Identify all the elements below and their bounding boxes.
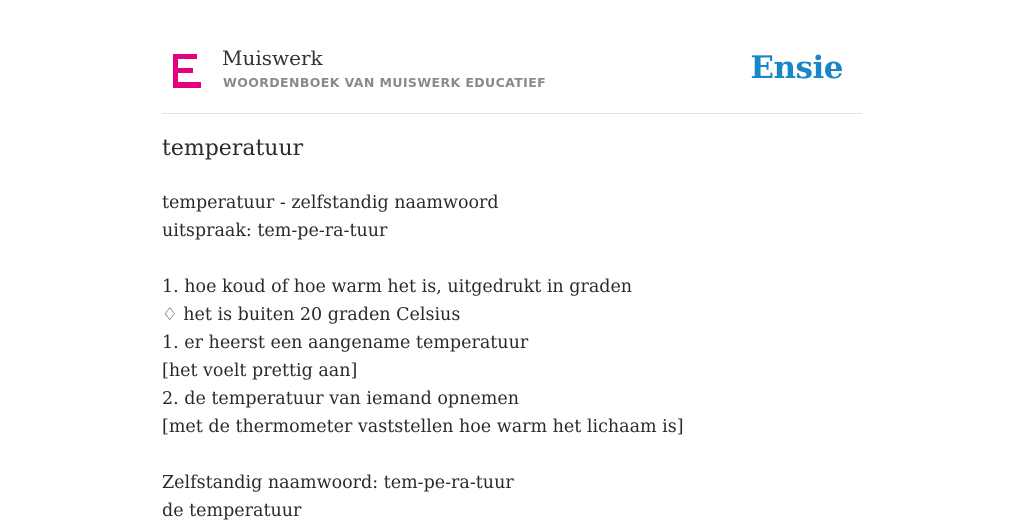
brand-subtitle: WOORDENBOEK VAN MUISWERK EDUCATIEF [223,75,547,90]
entry-line: temperatuur - zelfstandig naamwoord [162,193,499,213]
entry-line: 1. er heerst een aangename temperatuur [162,333,529,353]
entry-line: [het voelt prettig aan] [162,361,358,381]
entry-line: de temperatuur [162,501,302,521]
entry-title: temperatuur [162,136,304,161]
ensie-logo[interactable]: Ensie [750,50,843,86]
entry-line: ♢ het is buiten 20 graden Celsius [162,305,461,325]
entry-line: [met de thermometer vaststellen hoe warm het lichaam is] [162,417,684,437]
entry-line [162,441,862,469]
entry-line: Zelfstandig naamwoord: tem-pe-ra-tuur [162,473,514,493]
entry-line: uitspraak: tem-pe-ra-tuur [162,221,388,241]
entry-definition [162,189,862,525]
site-header [162,40,862,114]
entry-line [162,245,862,273]
entry-line: 1. hoe koud of hoe warm het is, uitgedrukt in graden [162,277,633,297]
brand-name[interactable]: Muiswerk [222,46,323,70]
muiswerk-logo-icon[interactable] [173,54,201,88]
entry-line: 2. de temperatuur van iemand opnemen [162,389,519,409]
